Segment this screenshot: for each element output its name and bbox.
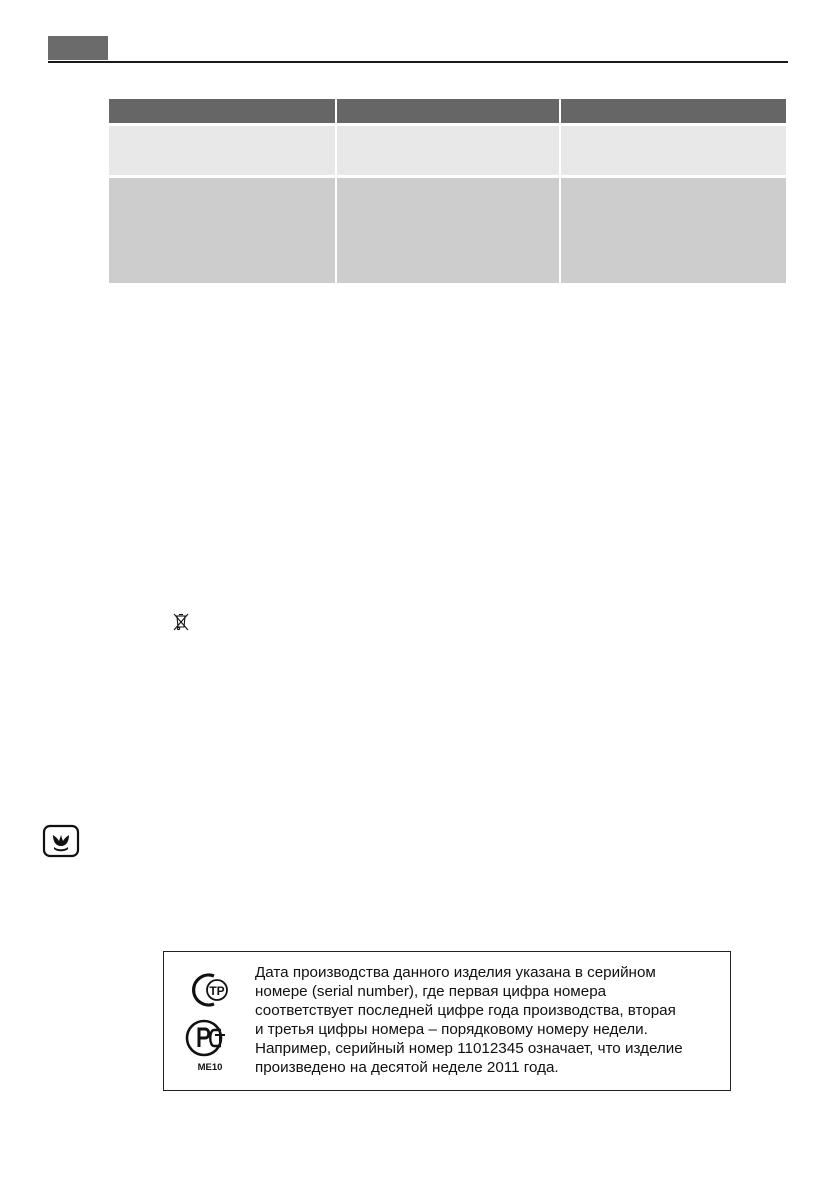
certification-line: Например, серийный номер 11012345 означает, что изделие bbox=[255, 1040, 683, 1057]
certification-box bbox=[163, 951, 731, 1091]
table-cell bbox=[109, 178, 335, 283]
spec-table bbox=[107, 99, 788, 283]
crossed-out-bin-icon bbox=[172, 612, 190, 632]
table-header-cell bbox=[337, 99, 559, 123]
table-cell bbox=[561, 178, 786, 283]
table-cell bbox=[337, 126, 559, 175]
language-tab bbox=[48, 36, 108, 60]
table-cell bbox=[561, 126, 786, 175]
certification-line: и третья цифры номера – порядковому номеру недели. bbox=[255, 1021, 648, 1038]
certification-text bbox=[255, 963, 720, 1077]
eco-leaf-icon bbox=[42, 824, 80, 858]
certification-line: номере (serial number), где первая цифра номера bbox=[255, 983, 607, 1000]
certification-line: произведено на десятой неделе 2011 года. bbox=[255, 1059, 559, 1076]
gost-tr-mark-icon bbox=[184, 970, 232, 1010]
certification-code: ME10 bbox=[197, 1062, 223, 1073]
svg-text:ТР: ТР bbox=[209, 984, 225, 998]
table-cell bbox=[337, 178, 559, 283]
table-row bbox=[109, 178, 786, 283]
table-header-row bbox=[109, 99, 786, 123]
table-cell bbox=[109, 126, 335, 175]
certification-line: соответствует последней цифре года производства, вторая bbox=[255, 1002, 676, 1019]
gost-r-pct-mark-icon bbox=[184, 1016, 232, 1060]
table-row bbox=[109, 126, 786, 175]
certification-marks bbox=[180, 970, 240, 1080]
certification-line: Дата производства данного изделия указана в серийном bbox=[255, 964, 656, 981]
table-header-cell bbox=[109, 99, 335, 123]
header-rule bbox=[48, 61, 788, 63]
table-header-cell bbox=[561, 99, 786, 123]
